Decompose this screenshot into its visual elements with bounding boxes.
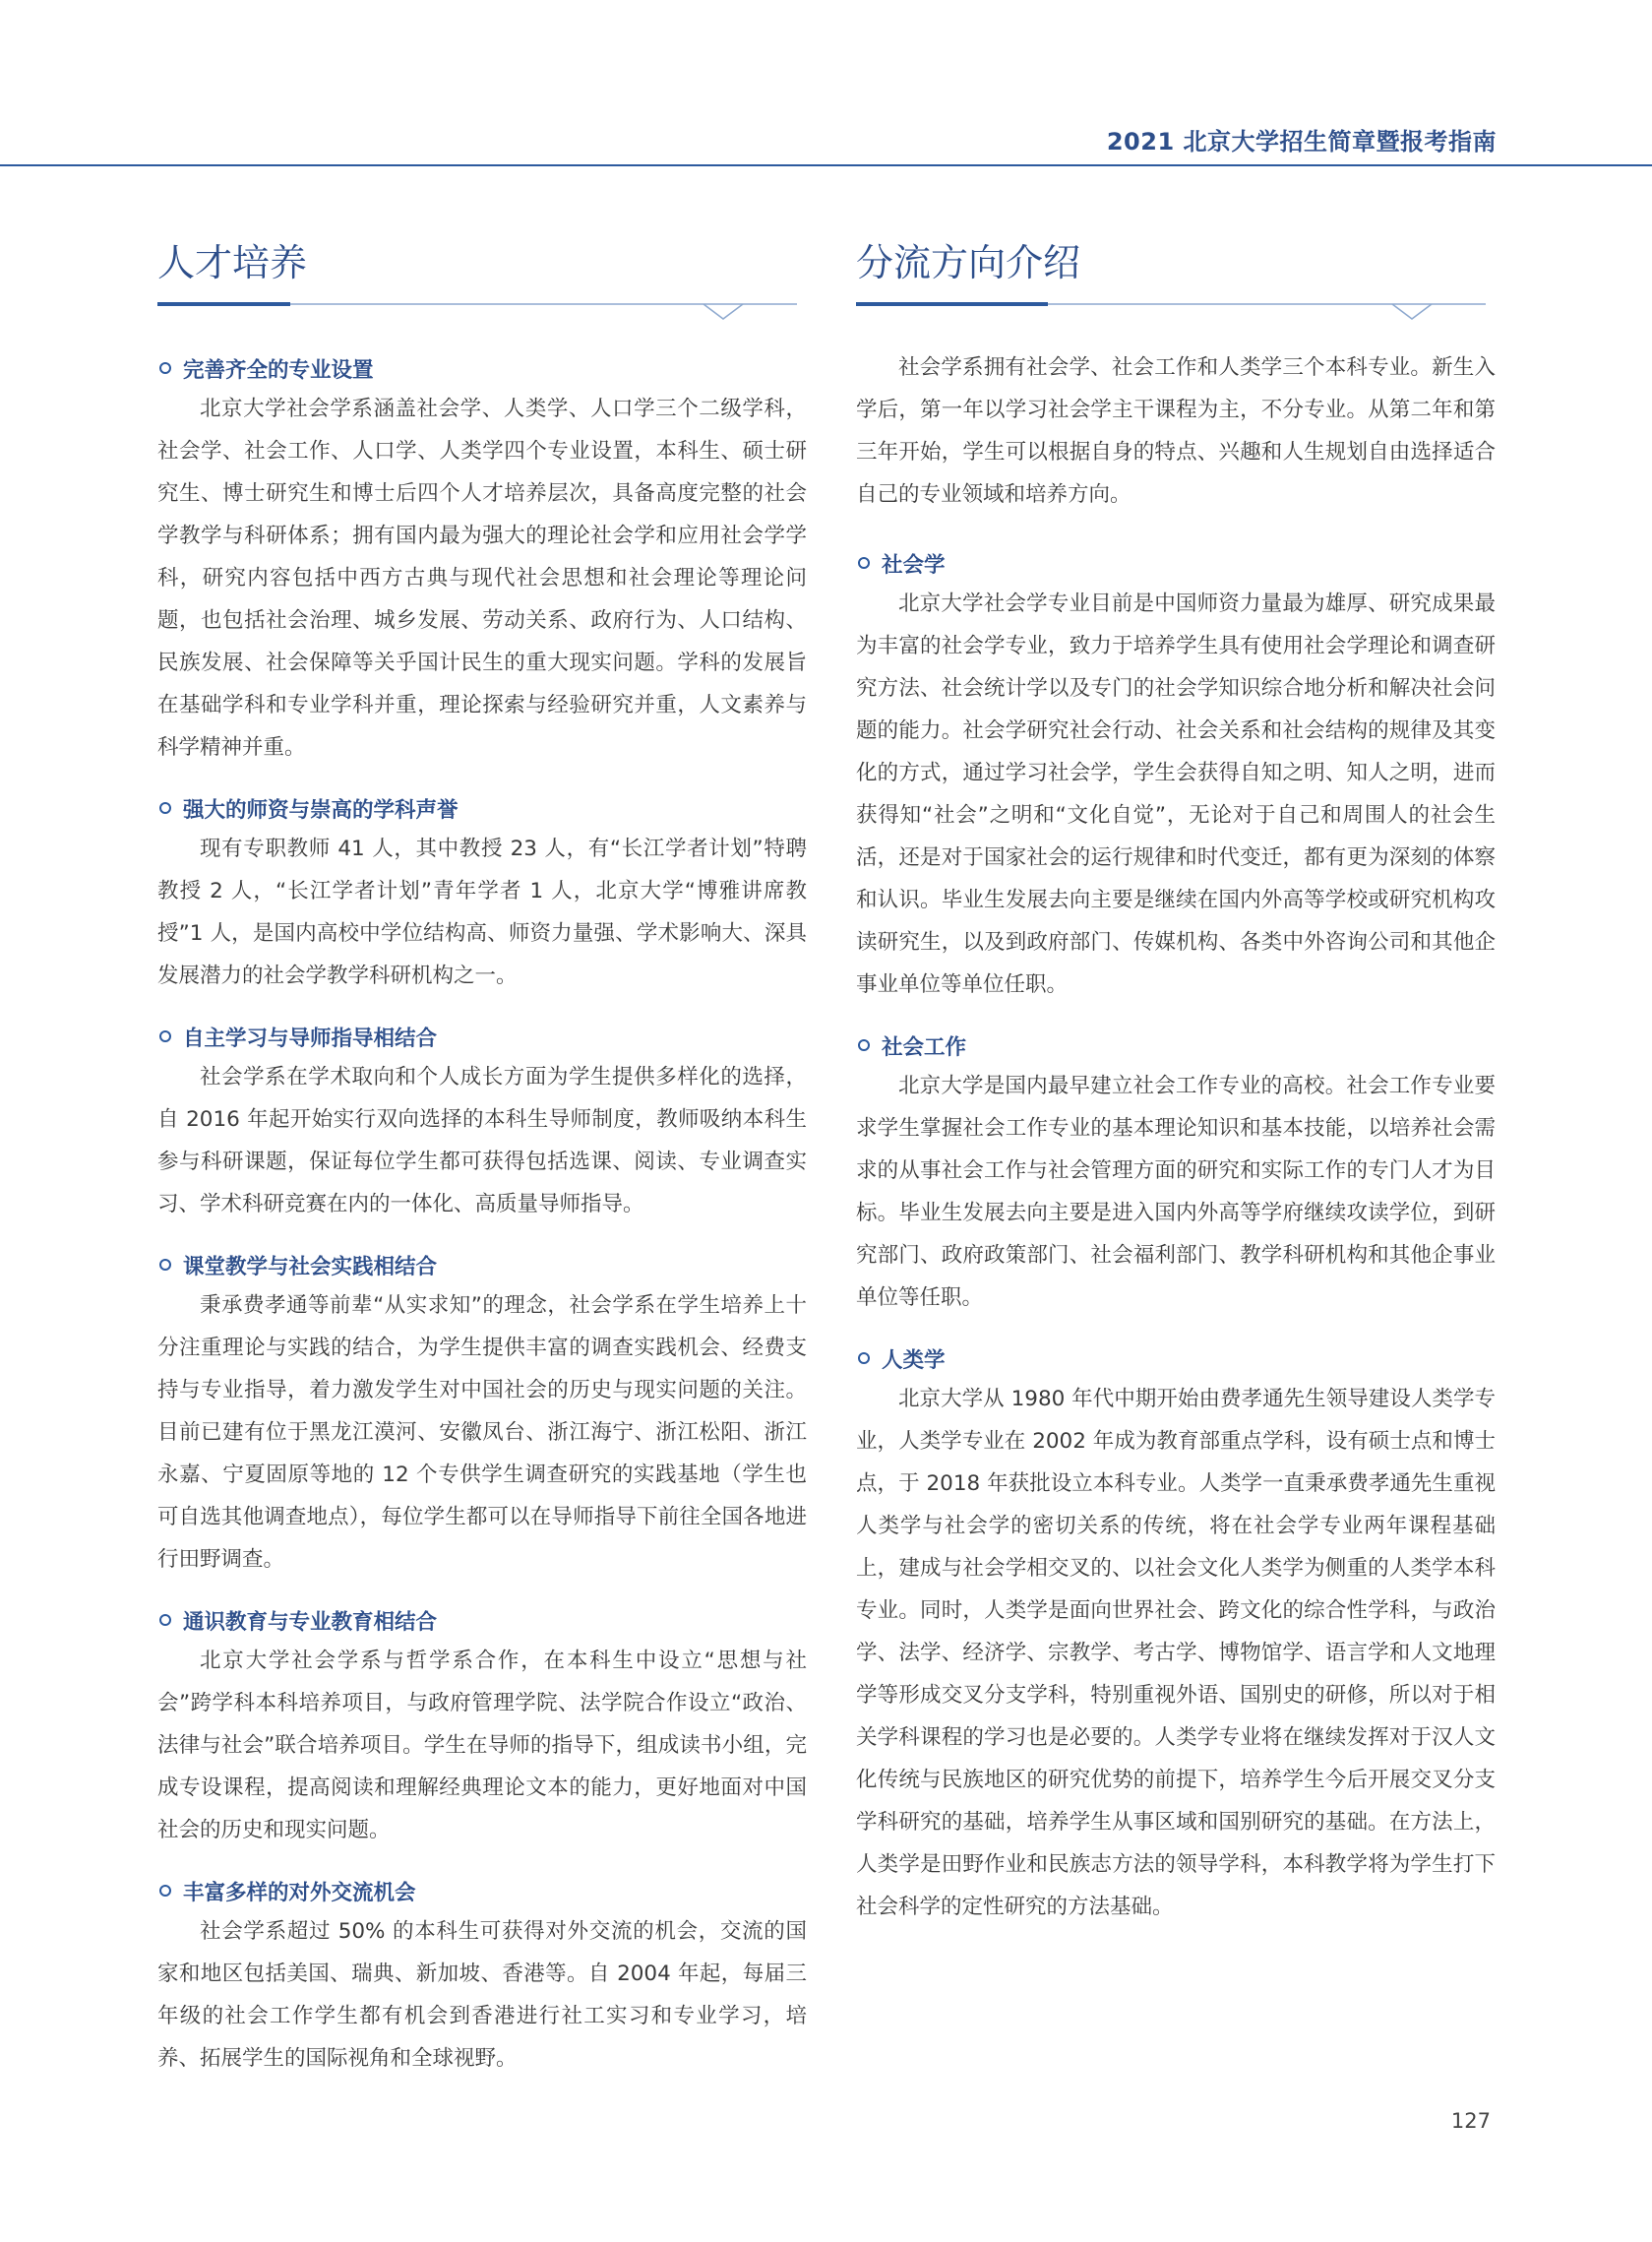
header-rule (0, 164, 1652, 166)
title-rule-graphic (856, 297, 1486, 325)
paragraph: 社会学系在学术取向和个人成长方面为学生提供多样化的选择，自 2016 年起开始实行双向选择的本科生导师制度，教师吸纳本科生参与科研课题，保证每位学生都可获得包括选课、阅读、专业调查实习、学术科研竞赛在内的一体化、高质量导师指导。 (157, 1065, 807, 1216)
circle-bullet-icon (159, 1614, 171, 1626)
circle-bullet-icon (159, 1259, 171, 1271)
sub-heading (157, 348, 807, 388)
circle-bullet-icon (159, 1030, 171, 1042)
right-column (856, 236, 1496, 1948)
sub-heading (856, 1026, 1496, 1065)
paragraph: 秉承费孝通等前辈“从实求知”的理念，社会学系在学生培养上十分注重理论与实践的结合，为学生提供丰富的调查实践机会、经费支持与专业指导，着力激发学生对中国社会的历史与现实问题的关注。目前已建有位于黑龙江漠河、安徽凤台、浙江海宁、浙江松阳、浙江永嘉、宁夏固原等地的 12 个专供学生调查研究的实践基地（学生也可自选其他调查地点），每位学生都可以在导师指导下前往全国各地进行田野调查。 (157, 1293, 807, 1572)
circle-bullet-icon (159, 362, 171, 374)
sub-heading-label: 丰富多样的对外交流机会 (183, 1880, 416, 1905)
paragraph: 北京大学社会学系与哲学系合作，在本科生中设立“思想与社会”跨学科本科培养项目，与政府管理学院、法学院合作设立“政治、法律与社会”联合培养项目。学生在导师的指导下，组成读书小组，完成专设课程，提高阅读和理解经典理论文本的能力，更好地面对中国社会的历史和现实问题。 (157, 1649, 807, 1842)
sub-heading (157, 1600, 807, 1640)
page-header (0, 0, 1652, 169)
sub-heading-label: 社会学 (882, 552, 946, 578)
intro-paragraph: 社会学系拥有社会学、社会工作和人类学三个本科专业。新生入学后，第一年以学习社会学主干课程为主，不分专业。从第二年和第三年开始，学生可以根据自身的特点、兴趣和人生规划自由选择适合自己的专业领域和培养方向。 (856, 355, 1496, 507)
circle-bullet-icon (858, 1039, 870, 1051)
section-block (856, 543, 1496, 1006)
section-block (157, 1245, 807, 1581)
sub-heading (856, 543, 1496, 583)
circle-bullet-icon (159, 802, 171, 814)
sub-heading-label: 自主学习与导师指导相结合 (183, 1026, 438, 1051)
header-title: 2021 北京大学招生简章暨报考指南 (1106, 128, 1497, 156)
paragraph: 社会学系超过 50% 的本科生可获得对外交流的机会，交流的国家和地区包括美国、瑞典、新加坡、香港等。自 2004 年起，每届三年级的社会工作学生都有机会到香港进行社工实习和专业学习，培养、拓展学生的国际视角和全球视野。 (157, 1919, 807, 2071)
paragraph: 北京大学是国内最早建立社会工作专业的高校。社会工作专业要求学生掌握社会工作专业的基本理论知识和基本技能，以培养社会需求的从事社会工作与社会管理方面的研究和实际工作的专门人才为目标。毕业生发展去向主要是进入国内外高等学府继续攻读学位，到研究部门、政府政策部门、社会福利部门、教学科研机构和其他企事业单位等任职。 (856, 1074, 1496, 1310)
circle-bullet-icon (159, 1885, 171, 1897)
sub-heading (157, 1871, 807, 1910)
sub-heading-label: 通识教育与专业教育相结合 (183, 1609, 438, 1635)
sub-heading-label: 人类学 (882, 1347, 946, 1373)
page-number: 127 (1450, 2109, 1491, 2133)
paragraph: 北京大学社会学专业目前是中国师资力量最为雄厚、研究成果最为丰富的社会学专业，致力于培养学生具有使用社会学理论和调查研究方法、社会统计学以及专门的社会学知识综合地分析和解决社会问题的能力。社会学研究社会行动、社会关系和社会结构的规律及其变化的方式，通过学习社会学，学生会获得自知之明、知人之明，进而获得知“社会”之明和“文化自觉”，无论对于自己和周围人的社会生活，还是对于国家社会的运行规律和时代变迁，都有更为深刻的体察和认识。毕业生发展去向主要是继续在国内外高等学校或研究机构攻读研究生，以及到政府部门、传媒机构、各类中外咨询公司和其他企事业单位等单位任职。 (856, 592, 1496, 997)
sub-heading-label: 课堂教学与社会实践相结合 (183, 1254, 438, 1279)
section-block (157, 1871, 807, 2080)
title-rule (157, 297, 807, 325)
circle-bullet-icon (858, 557, 870, 569)
section-block (856, 1339, 1496, 1928)
section-block (856, 1026, 1496, 1319)
paragraph: 北京大学从 1980 年代中期开始由费孝通先生领导建设人类学专业，人类学专业在 2002 年成为教育部重点学科，设有硕士点和博士点，于 2018 年获批设立本科专业。人类学一直秉承费孝通先生重视人类学与社会学的密切关系的传统，将在社会学专业两年课程基础上，建成与社会学相交叉的、以社会文化人类学为侧重的人类学本科专业。同时，人类学是面向世界社会、跨文化的综合性学科，与政治学、法学、经济学、宗教学、考古学、博物馆学、语言学和人文地理学等形成交叉分支学科，特别重视外语、国别史的研修，所以对于相关学科课程的学习也是必要的。人类学专业将在继续发挥对于汉人文化传统与民族地区的研究优势的前提下，培养学生今后开展交叉分支学科研究的基础，培养学生从事区域和国别研究的基础。在方法上，人类学是田野作业和民族志方法的领导学科，本科教学将为学生打下社会科学的定性研究的方法基础。 (856, 1387, 1496, 1919)
sub-heading (157, 1017, 807, 1056)
paragraph: 北京大学社会学系涵盖社会学、人类学、人口学三个二级学科，社会学、社会工作、人口学、人类学四个专业设置，本科生、硕士研究生、博士研究生和博士后四个人才培养层次，具备高度完整的社会学教学与科研体系；拥有国内最为强大的理论社会学和应用社会学学科，研究内容包括中西方古典与现代社会思想和社会理论等理论问题，也包括社会治理、城乡发展、劳动关系、政府行为、人口结构、民族发展、社会保障等关乎国计民生的重大现实问题。学科的发展旨在基础学科和专业学科并重，理论探索与经验研究并重，人文素养与科学精神并重。 (157, 397, 807, 760)
section-block (157, 1017, 807, 1225)
sub-heading (157, 1245, 807, 1284)
paragraph: 现有专职教师 41 人，其中教授 23 人，有“长江学者计划”特聘教授 2 人，“长江学者计划”青年学者 1 人，北京大学“博雅讲席教授”1 人，是国内高校中学位结构高、师资力量强、学术影响大、深具发展潜力的社会学教学科研机构之一。 (157, 837, 807, 988)
sub-heading-label: 社会工作 (882, 1034, 967, 1060)
sub-heading-label: 强大的师资与崇高的学科声誉 (183, 797, 459, 823)
sub-heading (856, 1339, 1496, 1378)
title-rule (856, 297, 1496, 325)
section-title-talent: 人才培养 (157, 241, 308, 284)
sub-heading (157, 788, 807, 828)
section-block (157, 348, 807, 769)
left-column (157, 236, 807, 2099)
section-title-tracks: 分流方向介绍 (856, 241, 1081, 284)
circle-bullet-icon (858, 1352, 870, 1364)
sub-heading-label: 完善齐全的专业设置 (183, 357, 374, 383)
section-block (157, 1600, 807, 1851)
section-block (157, 788, 807, 997)
title-rule-graphic (157, 297, 797, 325)
